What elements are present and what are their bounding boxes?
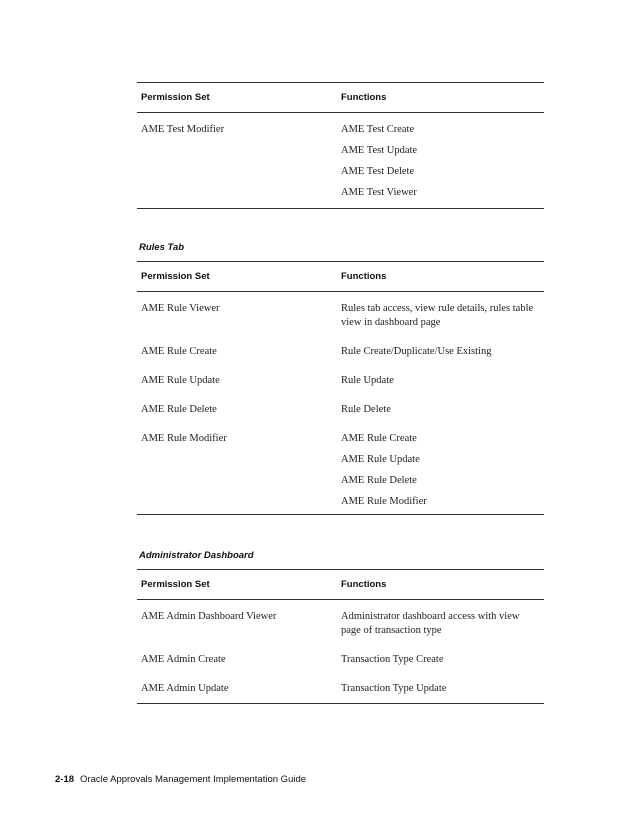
function-item: Transaction Type Update (341, 683, 447, 694)
table-row (137, 302, 544, 330)
admin-permissions-table (137, 569, 544, 704)
section-title-administrator-dashboard: Administrator Dashboard (139, 550, 254, 561)
guide-title: Oracle Approvals Management Implementation Guide (80, 774, 307, 785)
table-row (137, 432, 544, 509)
function-item: Rule Create/Duplicate/Use Existing (341, 346, 492, 357)
function-item: Administrator dashboard access with view page of transaction type (341, 611, 520, 636)
header-rule (137, 112, 544, 113)
permission-set-cell: AME Admin Update (141, 683, 229, 694)
permission-set-cell: AME Test Modifier (141, 124, 225, 135)
function-item: Rule Update (341, 375, 394, 386)
table-row (137, 682, 544, 696)
function-item: AME Test Viewer (341, 187, 417, 198)
functions-header: Functions (341, 579, 387, 590)
functions-cell (341, 432, 544, 509)
permission-set-header: Permission Set (141, 92, 210, 103)
table-row (137, 653, 544, 667)
table-bottom-rule (137, 703, 544, 704)
function-item: AME Test Update (341, 145, 418, 156)
table-bottom-rule (137, 514, 544, 515)
function-item: AME Rule Update (341, 454, 420, 465)
functions-cell (341, 682, 544, 696)
permission-set-cell: AME Rule Viewer (141, 303, 220, 314)
permission-set-cell: AME Rule Delete (141, 404, 217, 415)
functions-cell (341, 345, 544, 359)
page-footer (55, 774, 306, 785)
function-item: AME Rule Create (341, 433, 417, 444)
table-row (137, 374, 544, 388)
functions-header: Functions (341, 92, 387, 103)
functions-cell (341, 302, 544, 330)
functions-header: Functions (341, 271, 387, 282)
table-row (137, 123, 544, 200)
table-bottom-rule (137, 208, 544, 209)
permission-set-header: Permission Set (141, 579, 210, 590)
header-rule (137, 599, 544, 600)
table-header-row (137, 570, 544, 599)
permission-set-cell: AME Admin Dashboard Viewer (141, 611, 277, 622)
function-item: AME Test Delete (341, 166, 415, 177)
test-permissions-table (137, 82, 544, 209)
page-number: 2-18 (55, 774, 75, 785)
function-item: AME Test Create (341, 124, 415, 135)
functions-cell (341, 403, 544, 417)
functions-cell (341, 610, 544, 638)
functions-cell (341, 123, 544, 200)
functions-cell (341, 653, 544, 667)
section-title-rules-tab: Rules Tab (139, 242, 185, 253)
table-header-row (137, 83, 544, 112)
table-row (137, 610, 544, 638)
function-item: Rule Delete (341, 404, 391, 415)
function-item: Rules tab access, view rule details, rules table view in dashboard page (341, 303, 534, 328)
table-header-row (137, 262, 544, 291)
permission-set-cell: AME Admin Create (141, 654, 226, 665)
permission-set-cell: AME Rule Create (141, 346, 217, 357)
rules-permissions-table (137, 261, 544, 515)
functions-cell (341, 374, 544, 388)
function-item: AME Rule Modifier (341, 496, 427, 507)
permission-set-cell: AME Rule Modifier (141, 433, 227, 444)
permission-set-header: Permission Set (141, 271, 210, 282)
table-row (137, 345, 544, 359)
function-item: AME Rule Delete (341, 475, 417, 486)
header-rule (137, 291, 544, 292)
function-item: Transaction Type Create (341, 654, 444, 665)
table-row (137, 403, 544, 417)
permission-set-cell: AME Rule Update (141, 375, 220, 386)
